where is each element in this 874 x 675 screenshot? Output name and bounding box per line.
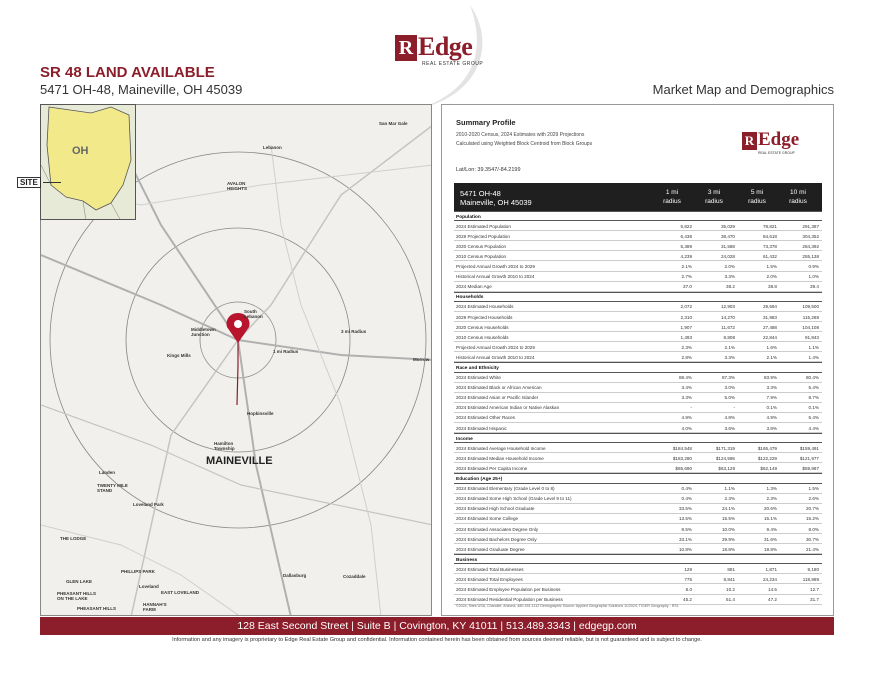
demographics-table	[454, 211, 822, 605]
map-label: Hamilton Township	[214, 441, 235, 451]
map-label: AVALON HEIGHTS	[227, 181, 248, 191]
row-label: 2024 Estimated Hispanic	[456, 425, 507, 431]
row-value: 3.0%	[724, 385, 735, 391]
table-row	[454, 504, 822, 514]
row-value: 1,871	[765, 566, 777, 572]
row-value: 18.8%	[721, 546, 735, 552]
row-value: 4,239	[680, 253, 692, 259]
row-value: $121,977	[799, 455, 819, 461]
map-label: Loveland Park	[133, 502, 164, 507]
table-row	[454, 574, 822, 584]
row-value: 118,889	[802, 576, 819, 582]
table-section-header	[454, 292, 822, 302]
report-logo	[742, 129, 812, 159]
row-value: 2,310	[680, 314, 692, 320]
row-value: 6.0	[685, 587, 692, 593]
row-value: $124,595	[715, 455, 735, 461]
table-row	[454, 494, 822, 504]
row-value: 19.8%	[763, 546, 777, 552]
ohio-inset-map	[40, 104, 136, 220]
row-label: 2029 Projected Households	[456, 314, 513, 320]
row-value: 4.8%	[724, 415, 735, 421]
row-value: 12,903	[720, 304, 735, 310]
row-label: 2024 Estimated Employee Population per Business	[456, 587, 561, 593]
row-value: 88.4%	[678, 375, 692, 381]
map-label: THE LODGE	[60, 536, 87, 541]
row-value: 14,270	[720, 314, 735, 320]
row-value: 0.1%	[766, 405, 777, 411]
row-value: 84,618	[762, 233, 777, 239]
row-label: 2024 Estimated Residential Population per Business	[456, 597, 563, 603]
table-row	[454, 453, 822, 463]
row-value: 9.4%	[766, 526, 777, 532]
row-value: 12.7	[810, 587, 819, 593]
map-label: PHEASANT HILLS ON THE LAKE	[57, 591, 97, 601]
row-label: 2020 Census Population	[456, 243, 507, 249]
ohio-inset-drawing	[41, 105, 136, 220]
row-value: 47.2	[768, 597, 777, 603]
map-label: EAST LOVELAND	[161, 590, 200, 595]
report-footnote: ©2024, Sites USA, Chandler, Arizona, 480-491-1112 Demographic Source: Applied Geographic Solutions 11/2024, TIGER Geography - RS1	[456, 604, 679, 608]
row-value: 61,432	[762, 253, 777, 259]
row-value: 0.9%	[808, 264, 819, 270]
row-value: 38.2	[726, 284, 735, 290]
map-label: Kings Mills	[167, 353, 191, 358]
row-value: -	[690, 405, 692, 411]
row-value: 1,493	[680, 334, 692, 340]
row-label: 2024 Estimated Elementary (Grade Level 0 to 8)	[456, 486, 555, 492]
row-value: 2.7%	[681, 274, 692, 280]
row-value: 775	[684, 576, 692, 582]
row-value: 2.1%	[724, 344, 735, 350]
row-label: 2024 Estimated Some College	[456, 516, 519, 522]
map-label: TWENTY MILE STAND	[97, 483, 128, 493]
row-value: 4.4%	[808, 425, 819, 431]
table-section-header	[454, 554, 822, 564]
row-value: 2.1%	[766, 354, 777, 360]
row-value: $184,548	[672, 445, 692, 451]
table-row	[454, 403, 822, 413]
row-value: 24,234	[762, 576, 777, 582]
row-label: 2024 Estimated High School Graduate	[456, 506, 535, 512]
logo-mark: R	[395, 35, 417, 61]
row-value: 2.3%	[681, 344, 692, 350]
row-value: 5,389	[680, 243, 692, 249]
column-header: 3 mi radius	[705, 189, 723, 205]
site-arrow	[43, 182, 61, 183]
row-value: 4.9%	[681, 415, 692, 421]
town-label: MAINEVILLE	[206, 455, 273, 467]
table-row	[454, 332, 822, 342]
table-row	[454, 352, 822, 362]
row-value: 109,500	[802, 304, 819, 310]
map-label: Hopkinsville	[247, 411, 274, 416]
map-label: PHEASANT HILLS	[77, 606, 117, 611]
row-value: 91,843	[804, 334, 819, 340]
row-value: 20.6%	[763, 506, 777, 512]
row-value: 2.3%	[724, 496, 735, 502]
map-label: Loveland	[139, 584, 159, 589]
map-label: San Mar Gale	[379, 121, 408, 126]
row-label: Projected Annual Growth 2024 to 2029	[456, 344, 535, 350]
table-row	[454, 514, 822, 524]
row-value: 29.9%	[721, 536, 735, 542]
row-label: 2024 Estimated Other Races	[456, 415, 515, 421]
row-value: 3.3%	[724, 354, 735, 360]
report-logo-word: Edge	[758, 129, 800, 150]
property-address: 5471 OH-48, Maineville, OH 45039	[40, 82, 243, 97]
table-row	[454, 534, 822, 544]
row-value: 2.0%	[766, 274, 777, 280]
row-label: Education (Age 25+)	[456, 477, 503, 483]
row-label: 2024 Estimated Associates Degree Only	[456, 526, 539, 532]
row-value: 8,841	[723, 576, 735, 582]
row-value: 6,438	[680, 233, 692, 239]
row-value: $122,229	[757, 455, 777, 461]
map-label: Lebanon	[263, 145, 282, 150]
row-value: 31.6%	[763, 536, 777, 542]
row-value: 2,072	[680, 304, 692, 310]
row-value: 37.0	[683, 284, 692, 290]
row-value: 10.2	[726, 587, 735, 593]
row-value: 87.3%	[721, 375, 735, 381]
row-value: $59,987	[802, 465, 819, 471]
row-label: 2029 Projected Population	[456, 233, 510, 239]
row-value: 5.4%	[808, 415, 819, 421]
row-value: 13.5%	[678, 516, 692, 522]
row-value: 1.5%	[766, 264, 777, 270]
row-value: 1.6%	[766, 344, 777, 350]
row-label: 2024 Estimated Households	[456, 304, 514, 310]
contact-bar: 128 East Second Street | Suite B | Covington, KY 41011 | 513.489.3343 | edgegp.com	[40, 617, 834, 635]
table-section-header	[454, 433, 822, 443]
row-value: 3.3%	[724, 274, 735, 280]
row-value: 1.1%	[808, 344, 819, 350]
row-value: 284,392	[802, 243, 819, 249]
row-value: 8,808	[723, 334, 735, 340]
row-value: 78,821	[762, 223, 777, 229]
table-row	[454, 322, 822, 332]
row-value: 2.1%	[681, 264, 692, 270]
map-label: PHILLIPS PARK	[121, 569, 155, 574]
table-row	[454, 272, 822, 282]
row-value: 104,108	[802, 324, 819, 330]
table-city: Maineville, OH 45039	[460, 198, 532, 207]
row-value: 24.1%	[721, 506, 735, 512]
row-value: $183,280	[672, 455, 692, 461]
report-logo-mark: R	[742, 132, 757, 150]
row-label: 2024 Median Age	[456, 284, 492, 290]
table-row	[454, 342, 822, 352]
row-label: 2020 Census Households	[456, 324, 509, 330]
table-row	[454, 312, 822, 322]
table-row	[454, 584, 822, 594]
row-value: 27,488	[762, 324, 777, 330]
row-value: 11,672	[721, 324, 735, 330]
row-value: 2.0%	[724, 264, 735, 270]
map-label: Cozaddale	[343, 574, 366, 579]
row-value: 38.8	[768, 284, 777, 290]
row-value: 8.7%	[808, 395, 819, 401]
row-label: 2024 Estimated Per Capita Income	[456, 465, 528, 471]
column-header: 10 mi radius	[789, 189, 807, 205]
row-value: 51.4	[726, 597, 735, 603]
logo-subtitle: REAL ESTATE GROUP	[422, 61, 484, 67]
row-value: 45.2	[683, 597, 692, 603]
row-label: 2024 Estimated Total Businesses	[456, 566, 524, 572]
lat-lon: Lat/Lon: 39.3547/-84.2199	[456, 167, 521, 173]
table-row	[454, 241, 822, 251]
table-site: 5471 OH-48	[460, 189, 501, 198]
row-value: 2.8%	[681, 354, 692, 360]
row-value: 20.7%	[805, 506, 819, 512]
row-value: 10.8%	[678, 546, 692, 552]
row-label: Historical Annual Growth 2010 to 2024	[456, 354, 535, 360]
map-label: 3 mi Radius	[341, 329, 367, 334]
row-label: 2024 Estimated Median Household Income	[456, 455, 544, 461]
inset-state-label: OH	[72, 145, 89, 157]
row-value: 304,352	[802, 233, 819, 239]
table-row	[454, 231, 822, 241]
row-value: 1.3%	[766, 486, 777, 492]
row-value: 33.1%	[678, 536, 692, 542]
row-label: Historical Annual Growth 2010 to 2024	[456, 274, 535, 280]
row-value: 5.0%	[724, 395, 735, 401]
row-label: 2024 Estimated Black or African American	[456, 385, 542, 391]
brand-logo	[390, 30, 490, 70]
row-label: 2024 Estimated Some High School (Grade Level 9 to 11)	[456, 496, 572, 502]
table-row	[454, 393, 822, 403]
row-value: 31.7	[810, 597, 819, 603]
row-value: 39.4	[810, 284, 819, 290]
row-value: 5,822	[680, 223, 692, 229]
row-label: Business	[456, 557, 478, 563]
row-label: 2010 Census Households	[456, 334, 509, 340]
row-label: 2024 Estimated White	[456, 375, 501, 381]
page-title: SR 48 LAND AVAILABLE	[40, 64, 215, 81]
table-row	[454, 524, 822, 534]
row-value: 7.9%	[766, 395, 777, 401]
map-label: Landen	[99, 470, 116, 475]
row-value: 1.0%	[808, 274, 819, 280]
row-value: $171,319	[715, 445, 735, 451]
table-row	[454, 463, 822, 473]
row-label: 2024 Estimated Population	[456, 223, 511, 229]
row-value: 35,029	[720, 223, 735, 229]
table-section-header	[454, 211, 822, 221]
table-row	[454, 413, 822, 423]
row-value: 1.4%	[808, 354, 819, 360]
table-section-header	[454, 362, 822, 372]
row-value: 0.4%	[681, 486, 692, 492]
row-value: 8.5%	[681, 526, 692, 532]
row-value: -	[733, 405, 735, 411]
table-row	[454, 443, 822, 453]
row-value: 30.7%	[805, 536, 819, 542]
table-section-header	[454, 473, 822, 483]
row-value: $165,479	[757, 445, 777, 451]
row-value: 21.4%	[805, 546, 819, 552]
row-label: 2024 Estimated Asian or Pacific Islander	[456, 395, 539, 401]
logo-word: Edge	[418, 32, 473, 61]
table-header	[454, 183, 822, 211]
row-label: 2024 Estimated American Indian or Native Alaskan	[456, 405, 560, 411]
table-row	[454, 423, 822, 433]
row-label: Projected Annual Growth 2024 to 2029	[456, 264, 535, 270]
row-value: 3.8%	[766, 425, 777, 431]
map-label: Morrow	[413, 357, 430, 362]
row-value: 5.4%	[808, 385, 819, 391]
row-value: 31,983	[762, 314, 777, 320]
row-label: 2024 Estimated Total Employees	[456, 576, 523, 582]
table-row	[454, 261, 822, 271]
map-label: Middletown Junction	[191, 327, 216, 337]
map-label: South Lebanon	[244, 309, 263, 319]
demographics-report	[441, 104, 834, 616]
row-value: 2.6%	[808, 496, 819, 502]
row-value: 10.0%	[721, 526, 735, 532]
row-label: Population	[456, 214, 481, 220]
row-value: 22,844	[762, 334, 777, 340]
row-label: 2024 Estimated Graduate Degree	[456, 546, 525, 552]
table-row	[454, 383, 822, 393]
table-row	[454, 282, 822, 292]
row-value: 4.9%	[766, 415, 777, 421]
disclaimer: Information and any imagery is proprietary to Edge Real Estate Group and confidential. Information contained herein has been obtained from sources deemed reliable, but is not guaranteed and is subject to change.	[172, 637, 702, 643]
table-row	[454, 544, 822, 554]
row-value: 291,387	[802, 223, 819, 229]
row-value: 3.4%	[681, 385, 692, 391]
row-value: 1.5%	[808, 486, 819, 492]
report-subtitle: 2010-2020 Census, 2024 Estimates with 2029 Projections	[456, 132, 585, 138]
map-label: Dallasburg	[283, 573, 307, 578]
row-value: 15.2%	[805, 516, 819, 522]
table-row	[454, 564, 822, 574]
row-value: 15.1%	[763, 516, 777, 522]
table-row	[454, 221, 822, 231]
row-value: 80.4%	[805, 375, 819, 381]
row-value: 31,588	[720, 243, 735, 249]
row-value: 115,288	[802, 314, 819, 320]
document-title: Market Map and Demographics	[652, 82, 834, 97]
row-label: Income	[456, 436, 473, 442]
map-label: 1 mi Radius	[273, 349, 299, 354]
row-value: 29,594	[762, 304, 777, 310]
row-value: 0.4%	[681, 496, 692, 502]
row-value: 1,907	[680, 324, 692, 330]
report-logo-subtitle: REAL ESTATE GROUP	[758, 151, 795, 155]
row-value: 3.3%	[681, 395, 692, 401]
row-value: 83.9%	[763, 375, 777, 381]
column-header: 1 mi radius	[663, 189, 681, 205]
row-value: 15.5%	[721, 516, 735, 522]
table-row	[454, 302, 822, 312]
map-label: GLEN LAKE	[66, 579, 93, 584]
row-value: 129	[684, 566, 692, 572]
row-value: 2.3%	[766, 496, 777, 502]
row-value: 3.6%	[724, 425, 735, 431]
row-value: 3.3%	[766, 385, 777, 391]
table-row	[454, 373, 822, 383]
row-value: 881	[727, 566, 735, 572]
row-value: 33.5%	[678, 506, 692, 512]
row-label: 2024 Estimated Average Household Income	[456, 445, 546, 451]
row-value: 0.1%	[808, 405, 819, 411]
row-value: 38,470	[720, 233, 735, 239]
row-value: 8.0%	[808, 526, 819, 532]
map-label: HANNAH'S FARM	[143, 602, 167, 612]
table-row	[454, 484, 822, 494]
row-value: 14.5	[768, 587, 777, 593]
row-label: Households	[456, 295, 484, 301]
column-header: 5 mi radius	[748, 189, 766, 205]
report-subtitle: Calculated using Weighted Block Centroid from Block Groups	[456, 141, 593, 147]
row-label: 2024 Estimated Bachelors Degree Only	[456, 536, 537, 542]
row-value: $65,690	[675, 465, 692, 471]
row-value: $63,129	[718, 465, 735, 471]
table-row	[454, 251, 822, 261]
row-value: $62,149	[760, 465, 777, 471]
row-value: 9,180	[807, 566, 819, 572]
row-value: 24,028	[720, 253, 735, 259]
report-title: Summary Profile	[456, 118, 516, 127]
row-value: 4.0%	[681, 425, 692, 431]
site-tag: SITE	[17, 177, 41, 188]
row-value: 73,378	[762, 243, 777, 249]
row-label: Race and Ethnicity	[456, 366, 499, 371]
row-value: $159,491	[799, 445, 819, 451]
row-label: 2010 Census Population	[456, 253, 507, 259]
row-value: 1.1%	[724, 486, 735, 492]
row-value: 255,138	[802, 253, 819, 259]
